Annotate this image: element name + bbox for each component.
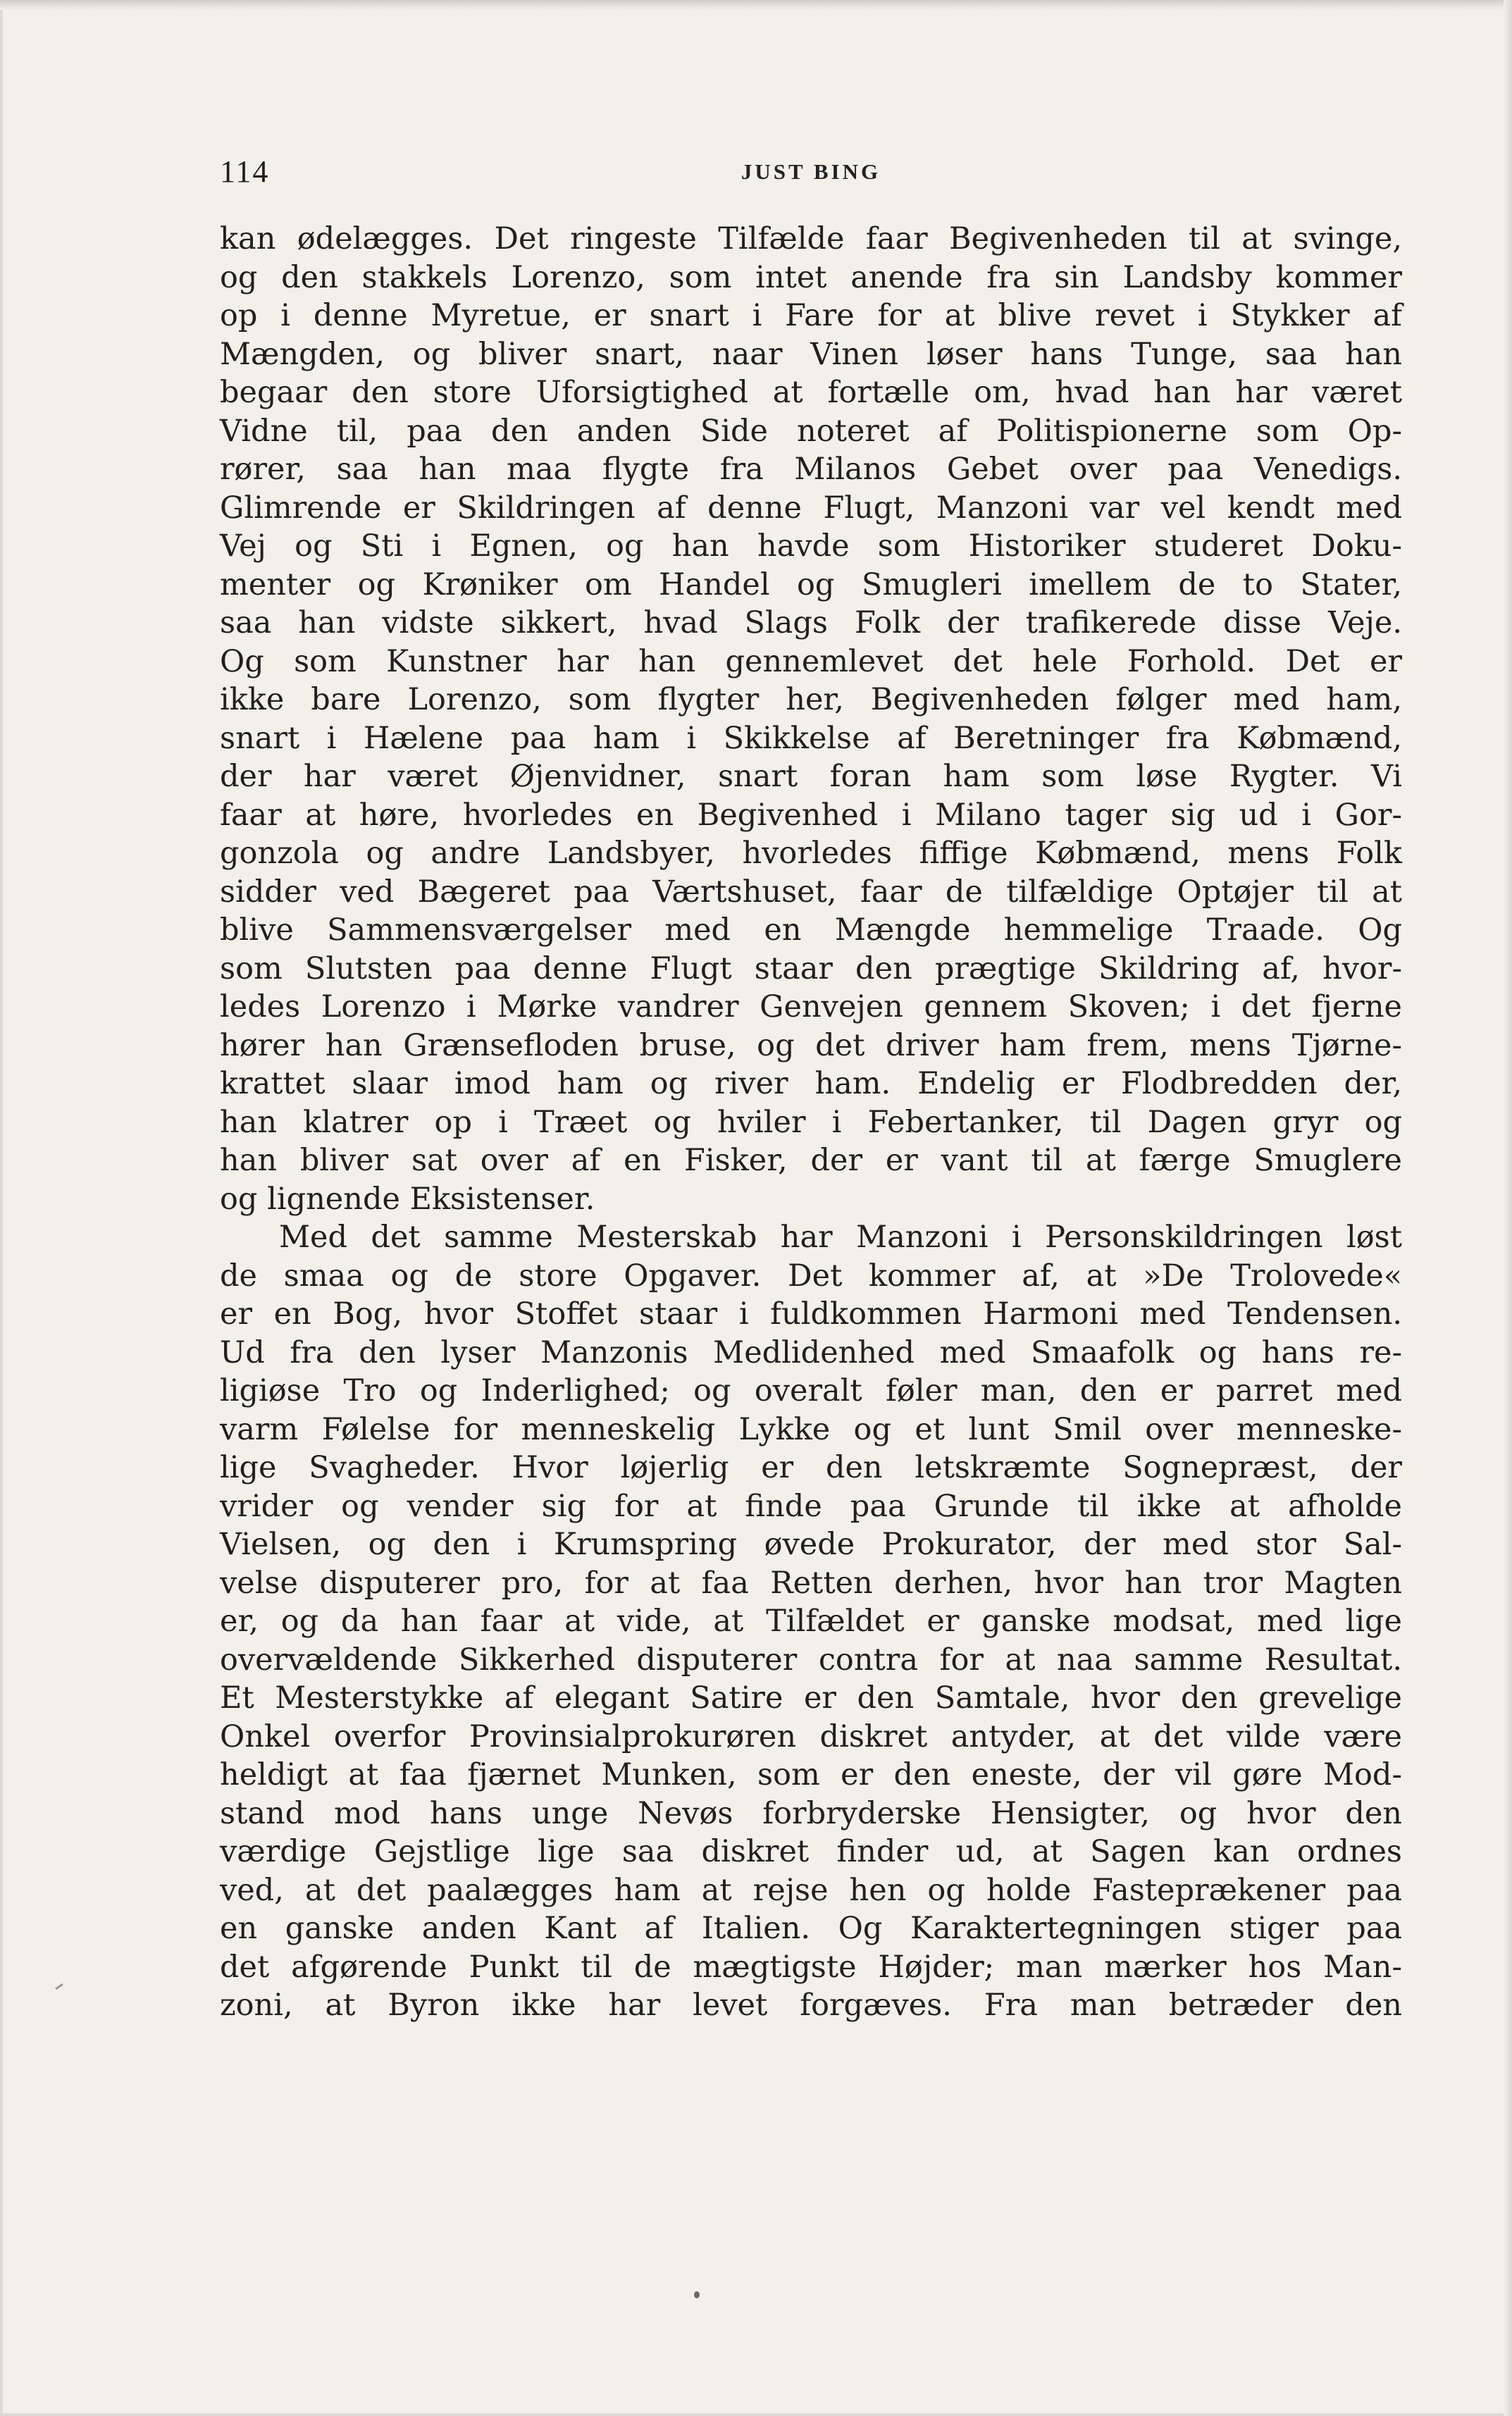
text-line: Vej og Sti i Egnen, og han havde som Historiker studeret Doku- xyxy=(220,528,1402,564)
text-line: vrider og vender sig for at finde paa Grunde til ikke at afholde xyxy=(220,1488,1402,1524)
text-line: det afgørende Punkt til de mægtigste Højder; man mærker hos Man- xyxy=(220,1949,1402,1985)
text-line: Et Mesterstykke af elegant Satire er den Samtale, hvor den grevelige xyxy=(220,1680,1402,1716)
text-line: som Slutsten paa denne Flugt staar den prægtige Skildring af, hvor- xyxy=(220,950,1402,986)
text-line: op i denne Myretue, er snart i Fare for at blive revet i Stykker af xyxy=(220,298,1402,333)
text-line: heldigt at faa fjærnet Munken, som er den eneste, der vil gøre Mod- xyxy=(220,1757,1402,1792)
text-line: de smaa og de store Opgaver. Det kommer af, at »De Trolovede« xyxy=(220,1258,1402,1294)
text-line: lige Svagheder. Hvor løjerlig er den letskræmte Sognepræst, der xyxy=(220,1450,1402,1485)
text-line: ligiøse Tro og Inderlighed; og overalt føler man, den er parret med xyxy=(220,1373,1402,1408)
paragraph-end-line: og lignende Eksistenser. xyxy=(220,1181,595,1217)
text-line: Glimrende er Skildringen af denne Flugt, Manzoni var vel kendt med xyxy=(220,490,1402,526)
text-line: rører, saa han maa flygte fra Milanos Gebet over paa Venedigs. xyxy=(220,452,1402,487)
text-line: Onkel overfor Provinsialprokurøren diskret antyder, at det vilde være xyxy=(220,1718,1402,1754)
text-line: Og som Kunstner har han gennemlevet det hele Forhold. Det er xyxy=(220,643,1402,679)
margin-pencil-mark xyxy=(55,1983,63,1990)
running-head-title: JUST BING xyxy=(740,159,881,184)
body-text xyxy=(220,220,1402,2025)
text-line: gonzola og andre Landsbyer, hvorledes fiffige Købmænd, mens Folk xyxy=(220,836,1402,871)
text-line: sidder ved Bægeret paa Værtshuset, faar de tilfældige Optøjer til at xyxy=(220,874,1402,910)
text-line: han bliver sat over af en Fisker, der er vant til at færge Smuglere xyxy=(220,1143,1402,1178)
text-line: Vidne til, paa den anden Side noteret af Politispionerne som Op- xyxy=(220,413,1402,449)
text-line: værdige Gejstlige lige saa diskret finder ud, at Sagen kan ordnes xyxy=(220,1834,1402,1869)
text-line: er, og da han faar at vide, at Tilfældet er ganske modsat, med lige xyxy=(220,1604,1402,1639)
text-line: blive Sammensværgelser med en Mængde hemmelige Traade. Og xyxy=(220,912,1402,948)
text-line: ledes Lorenzo i Mørke vandrer Genvejen gennem Skoven; i det fjerne xyxy=(220,989,1402,1024)
page-number: 114 xyxy=(220,154,270,189)
text-line: krattet slaar imod ham og river ham. Endelig er Flodbredden der, xyxy=(220,1066,1402,1101)
text-line: kan ødelægges. Det ringeste Tilfælde faar Begivenheden til at svinge, xyxy=(220,221,1402,256)
page-right-edge xyxy=(1504,0,1512,2416)
text-line: hører han Grænsefloden bruse, og det driver ham frem, mens Tjørne- xyxy=(220,1027,1402,1063)
text-line: begaar den store Uforsigtighed at fortælle om, hvad han har været xyxy=(220,375,1402,410)
text-line: ikke bare Lorenzo, som flygter her, Begivenheden følger med ham, xyxy=(220,682,1402,717)
text-line: han klatrer op i Træet og hviler i Febertanker, til Dagen gryr og xyxy=(220,1104,1402,1140)
text-line: zoni, at Byron ikke har levet forgæves. Fra man betræder den xyxy=(220,1988,1402,2023)
text-line: en ganske anden Kant af Italien. Og Karaktertegningen stiger paa xyxy=(220,1911,1402,1946)
text-line: velse disputerer pro, for at faa Retten derhen, hvor han tror Magten xyxy=(220,1565,1402,1601)
running-head xyxy=(220,154,1402,196)
text-line: faar at høre, hvorledes en Begivenhed i Milano tager sig ud i Gor- xyxy=(220,797,1402,833)
text-line: ved, at det paalægges ham at rejse hen og holde Fasteprækener paa xyxy=(220,1872,1402,1908)
text-line: snart i Hælene paa ham i Skikkelse af Beretninger fra Købmænd, xyxy=(220,720,1402,756)
text-line: Mængden, og bliver snart, naar Vinen løser hans Tunge, saa han xyxy=(220,336,1402,372)
text-line: der har været Øjenvidner, snart foran ham som løse Rygter. Vi xyxy=(220,759,1402,794)
page-top-edge xyxy=(0,0,1512,10)
text-line: stand mod hans unge Nevøs forbryderske Hensigter, og hvor den xyxy=(220,1795,1402,1831)
text-line: overvældende Sikkerhed disputerer contra for at naa samme Resultat. xyxy=(220,1642,1402,1678)
paragraph-first-line: Med det samme Mesterskab har Manzoni i Personskildringen løst xyxy=(279,1220,1402,1255)
text-line: menter og Krøniker om Handel og Smugleri imellem de to Stater, xyxy=(220,566,1402,602)
text-line: og den stakkels Lorenzo, som intet anende fra sin Landsby kommer xyxy=(220,259,1402,295)
text-line: Ud fra den lyser Manzonis Medlidenhed med Smaafolk og hans re- xyxy=(220,1334,1402,1370)
ink-speck xyxy=(694,2291,700,2298)
text-line: er en Bog, hvor Stoffet staar i fuldkommen Harmoni med Tendensen. xyxy=(220,1296,1402,1332)
text-line: varm Følelse for menneskelig Lykke og et lunt Smil over menneske- xyxy=(220,1411,1402,1447)
text-line: Vielsen, og den i Krumspring øvede Prokurator, der med stor Sal- xyxy=(220,1527,1402,1562)
text-line: saa han vidste sikkert, hvad Slags Folk der trafikerede disse Veje. xyxy=(220,605,1402,640)
